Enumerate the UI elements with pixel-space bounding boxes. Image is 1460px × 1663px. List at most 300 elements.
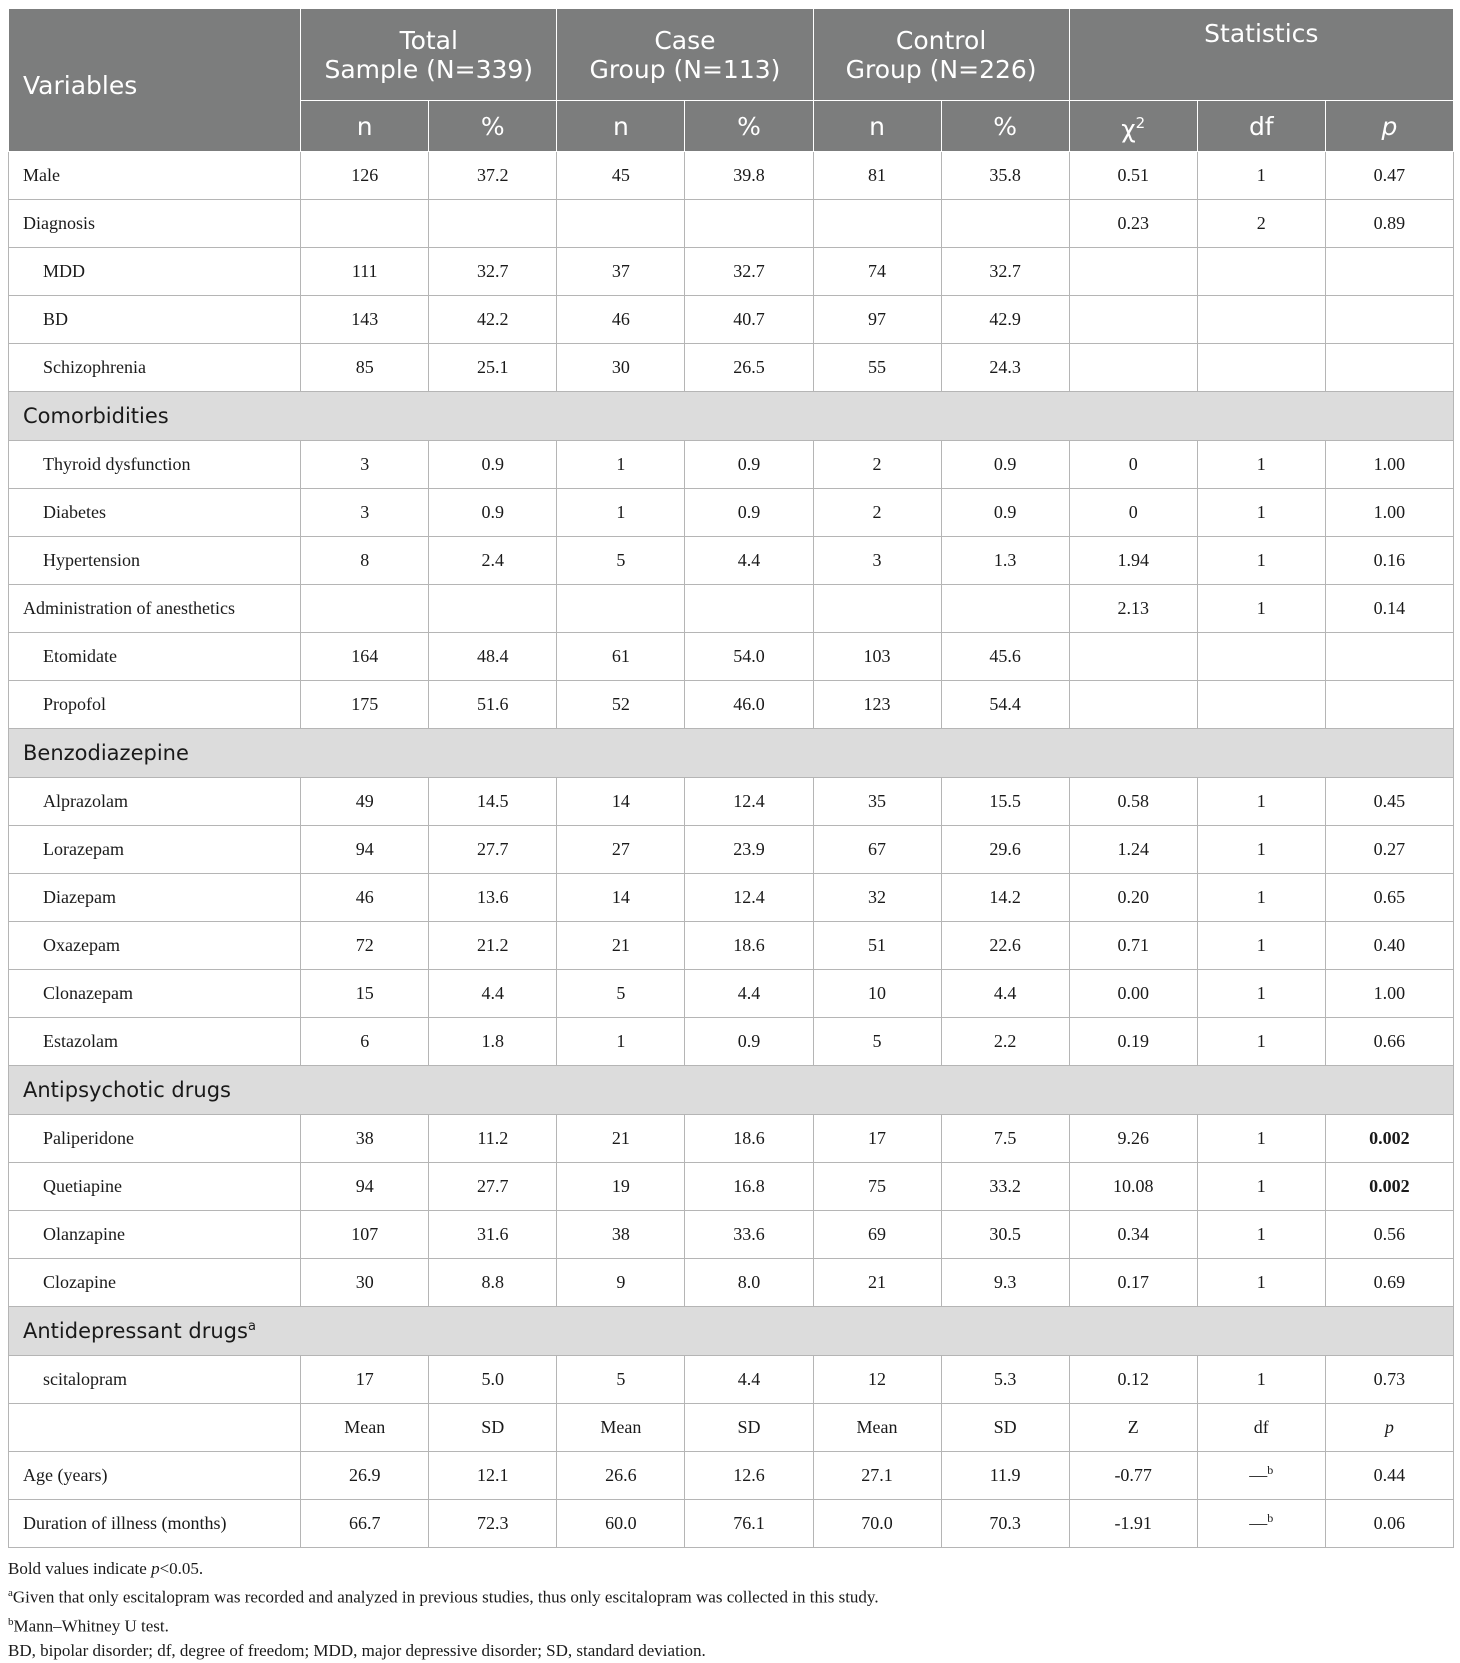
table-cell: 21 — [557, 922, 685, 970]
table-body — [9, 152, 1454, 1548]
table-cell: 69 — [813, 1211, 941, 1259]
table-cell: 51.6 — [429, 681, 557, 729]
table-cell: SD — [429, 1404, 557, 1452]
table-cell: 14.5 — [429, 778, 557, 826]
table-cell: 75 — [813, 1163, 941, 1211]
table-cell: 48.4 — [429, 633, 557, 681]
table-cell: 1 — [1197, 152, 1325, 200]
table-cell: 1 — [1197, 1356, 1325, 1404]
section-title: Comorbidities — [9, 392, 1454, 441]
table-cell: 0.9 — [685, 441, 813, 489]
table-cell: 2.13 — [1069, 585, 1197, 633]
table-cell: 4.4 — [685, 1356, 813, 1404]
table-cell: 2.2 — [941, 1018, 1069, 1066]
table-cell: 46.0 — [685, 681, 813, 729]
table-cell: 21 — [557, 1115, 685, 1163]
results-table — [8, 8, 1454, 1548]
table-cell: 1 — [1197, 1211, 1325, 1259]
row-label: BD — [9, 296, 301, 344]
table-cell: 32.7 — [685, 248, 813, 296]
table-cell: 37 — [557, 248, 685, 296]
footnote-a: $^a$Given that only escitalopram was recorded and analyzed in previous studies, thus only escitalopram was collected in this study. — [8, 1587, 879, 1607]
row-label: Etomidate — [9, 633, 301, 681]
row-label: Clonazepam — [9, 970, 301, 1018]
table-cell: 15.5 — [941, 778, 1069, 826]
table-cell: 26.6 — [557, 1452, 685, 1500]
table-cell — [941, 200, 1069, 248]
table-cell: 72.3 — [429, 1500, 557, 1548]
table-cell: 1 — [1197, 585, 1325, 633]
table-cell: 11.2 — [429, 1115, 557, 1163]
table-cell — [429, 585, 557, 633]
table-cell: Mean — [557, 1404, 685, 1452]
table-cell — [1197, 681, 1325, 729]
table-cell: 81 — [813, 152, 941, 200]
row-label: Alprazolam — [9, 778, 301, 826]
table-cell: 175 — [301, 681, 429, 729]
table-cell: 5 — [557, 970, 685, 1018]
subheader-cell: % — [429, 101, 557, 152]
row-label: Diagnosis — [9, 200, 301, 248]
table-cell: 42.9 — [941, 296, 1069, 344]
subheader-cell: % — [941, 101, 1069, 152]
table-cell: 0.9 — [429, 489, 557, 537]
table-cell: 35.8 — [941, 152, 1069, 200]
table-cell: 8 — [301, 537, 429, 585]
table-row — [9, 1018, 1454, 1066]
section-title: Antidepressant drugs$^a$ — [9, 1307, 1454, 1356]
table-cell: 0.002 — [1325, 1163, 1453, 1211]
table-cell: 66.7 — [301, 1500, 429, 1548]
table-cell: 2 — [813, 489, 941, 537]
table-cell: 1 — [557, 441, 685, 489]
table-cell: 12.6 — [685, 1452, 813, 1500]
row-label: Oxazepam — [9, 922, 301, 970]
table-cell: —$^b$ — [1197, 1452, 1325, 1500]
table-cell: SD — [685, 1404, 813, 1452]
table-header — [9, 9, 1454, 152]
table-cell: 1 — [1197, 874, 1325, 922]
table-cell: 1 — [1197, 970, 1325, 1018]
table-cell: 1 — [1197, 1259, 1325, 1307]
table-cell — [1069, 681, 1197, 729]
table-cell: 111 — [301, 248, 429, 296]
table-cell: -0.77 — [1069, 1452, 1197, 1500]
total-sample-header: Total Sample (N=339) — [301, 9, 557, 101]
table-cell: 76.1 — [685, 1500, 813, 1548]
table-cell: 23.9 — [685, 826, 813, 874]
table-row — [9, 1115, 1454, 1163]
table-cell: 0.9 — [685, 489, 813, 537]
table-cell: 14 — [557, 778, 685, 826]
table-cell — [813, 585, 941, 633]
table-row — [9, 633, 1454, 681]
table-cell — [1069, 296, 1197, 344]
row-label — [9, 1404, 301, 1452]
row-label: Duration of illness (months) — [9, 1500, 301, 1548]
table-cell — [301, 200, 429, 248]
row-label: Estazolam — [9, 1018, 301, 1066]
table-cell: 1 — [1197, 441, 1325, 489]
table-row — [9, 970, 1454, 1018]
table-row — [9, 1452, 1454, 1500]
table-cell: SD — [941, 1404, 1069, 1452]
table-cell — [557, 585, 685, 633]
table-row — [9, 874, 1454, 922]
row-label: Olanzapine — [9, 1211, 301, 1259]
table-cell: 5.0 — [429, 1356, 557, 1404]
table-cell: 38 — [557, 1211, 685, 1259]
table-cell: 94 — [301, 1163, 429, 1211]
table-cell: 33.6 — [685, 1211, 813, 1259]
table-cell: 1.00 — [1325, 489, 1453, 537]
table-cell: 0 — [1069, 489, 1197, 537]
table-cell: 0.40 — [1325, 922, 1453, 970]
table-cell: 54.4 — [941, 681, 1069, 729]
table-cell: 0.66 — [1325, 1018, 1453, 1066]
table-cell: 25.1 — [429, 344, 557, 392]
table-cell: 1 — [1197, 1163, 1325, 1211]
table-row — [9, 1163, 1454, 1211]
table-cell: 103 — [813, 633, 941, 681]
table-cell: 18.6 — [685, 922, 813, 970]
subheader-cell: n — [813, 101, 941, 152]
table-cell: 1 — [1197, 778, 1325, 826]
case-group-header: Case Group (N=113) — [557, 9, 813, 101]
table-cell: 0.06 — [1325, 1500, 1453, 1548]
subheader-cell: df — [1197, 101, 1325, 152]
table-cell — [1325, 681, 1453, 729]
table-cell: 0.89 — [1325, 200, 1453, 248]
table-cell: 0.9 — [429, 441, 557, 489]
table-cell: 17 — [301, 1356, 429, 1404]
table-cell — [685, 200, 813, 248]
table-cell: 1 — [1197, 1115, 1325, 1163]
table-cell: 49 — [301, 778, 429, 826]
table-cell: 0.9 — [941, 441, 1069, 489]
table-cell — [429, 200, 557, 248]
table-cell: 1.24 — [1069, 826, 1197, 874]
table-cell — [1069, 344, 1197, 392]
table-cell — [1069, 633, 1197, 681]
row-label: Propofol — [9, 681, 301, 729]
subheader-cell: $\chi^2$ — [1069, 101, 1197, 152]
subheader-cell: n — [557, 101, 685, 152]
table-cell: 10 — [813, 970, 941, 1018]
table-cell: 0.19 — [1069, 1018, 1197, 1066]
table-row — [9, 1211, 1454, 1259]
section-row — [9, 392, 1454, 441]
table-cell: 3 — [813, 537, 941, 585]
table-cell: 1.94 — [1069, 537, 1197, 585]
table-row — [9, 1404, 1454, 1452]
table-cell: 45 — [557, 152, 685, 200]
table-cell: 30.5 — [941, 1211, 1069, 1259]
table-cell — [685, 585, 813, 633]
table-cell: 0.65 — [1325, 874, 1453, 922]
variables-header: Variables — [9, 9, 301, 152]
table-cell: 3 — [301, 441, 429, 489]
table-cell: 0.9 — [685, 1018, 813, 1066]
table-row — [9, 1356, 1454, 1404]
row-label: Diazepam — [9, 874, 301, 922]
table-cell: 2 — [813, 441, 941, 489]
table-row — [9, 441, 1454, 489]
table-cell: 10.08 — [1069, 1163, 1197, 1211]
table-cell: 15 — [301, 970, 429, 1018]
table-cell: 0.73 — [1325, 1356, 1453, 1404]
table-cell: 21 — [813, 1259, 941, 1307]
table-cell: 26.5 — [685, 344, 813, 392]
table-cell: 17 — [813, 1115, 941, 1163]
row-label: Hypertension — [9, 537, 301, 585]
table-cell: 29.6 — [941, 826, 1069, 874]
table-cell: 1 — [1197, 1018, 1325, 1066]
table-cell: 27.7 — [429, 826, 557, 874]
table-row — [9, 537, 1454, 585]
table-cell — [1197, 344, 1325, 392]
table-cell: 19 — [557, 1163, 685, 1211]
row-label: scitalopram — [9, 1356, 301, 1404]
table-cell — [1197, 248, 1325, 296]
table-cell: 85 — [301, 344, 429, 392]
table-cell: 35 — [813, 778, 941, 826]
table-cell: 94 — [301, 826, 429, 874]
table-cell: 46 — [557, 296, 685, 344]
table-cell: 12.4 — [685, 778, 813, 826]
table-cell: 5 — [813, 1018, 941, 1066]
table-row — [9, 200, 1454, 248]
table-cell: 14.2 — [941, 874, 1069, 922]
table-cell: 54.0 — [685, 633, 813, 681]
table-cell: 60.0 — [557, 1500, 685, 1548]
table-cell: 9 — [557, 1259, 685, 1307]
table-cell: 0.45 — [1325, 778, 1453, 826]
table-cell: 12.4 — [685, 874, 813, 922]
table-cell: 5 — [557, 1356, 685, 1404]
table-row — [9, 489, 1454, 537]
footnote-b: $^b$Mann–Whitney U test. — [8, 1615, 169, 1636]
table-cell: 18.6 — [685, 1115, 813, 1163]
table-cell: 107 — [301, 1211, 429, 1259]
table-cell — [1069, 248, 1197, 296]
table-cell: 2.4 — [429, 537, 557, 585]
section-title: Antipsychotic drugs — [9, 1066, 1454, 1115]
row-label: Paliperidone — [9, 1115, 301, 1163]
table-cell: 126 — [301, 152, 429, 200]
table-cell: 38 — [301, 1115, 429, 1163]
table-cell — [1197, 296, 1325, 344]
table-cell: 70.3 — [941, 1500, 1069, 1548]
table-cell: 0.34 — [1069, 1211, 1197, 1259]
table-row — [9, 1259, 1454, 1307]
table-cell: 1.8 — [429, 1018, 557, 1066]
table-cell: 0.23 — [1069, 200, 1197, 248]
table-cell: 0.51 — [1069, 152, 1197, 200]
table-cell: 14 — [557, 874, 685, 922]
row-label: Male — [9, 152, 301, 200]
table-cell: 33.2 — [941, 1163, 1069, 1211]
table-row — [9, 152, 1454, 200]
table-row — [9, 296, 1454, 344]
row-label: Quetiapine — [9, 1163, 301, 1211]
table-cell: 0.17 — [1069, 1259, 1197, 1307]
statistics-header: Statistics — [1069, 9, 1453, 101]
table-cell: 4.4 — [941, 970, 1069, 1018]
table-cell: 4.4 — [685, 970, 813, 1018]
row-label: MDD — [9, 248, 301, 296]
subheader-cell: n — [301, 101, 429, 152]
row-label: Lorazepam — [9, 826, 301, 874]
table-cell: 1.00 — [1325, 441, 1453, 489]
table-cell: 13.6 — [429, 874, 557, 922]
table-cell: —$^b$ — [1197, 1500, 1325, 1548]
table-cell: 12 — [813, 1356, 941, 1404]
table-cell: Z — [1069, 1404, 1197, 1452]
table-cell: 0.002 — [1325, 1115, 1453, 1163]
table-cell: 9.26 — [1069, 1115, 1197, 1163]
table-cell: 1 — [557, 489, 685, 537]
table-cell: 0.27 — [1325, 826, 1453, 874]
footnote-abbreviations: BD, bipolar disorder; df, degree of freedom; MDD, major depressive disorder; SD, standard deviation. — [8, 1641, 706, 1661]
table-cell: 27 — [557, 826, 685, 874]
table-cell: 27.7 — [429, 1163, 557, 1211]
table-cell: 11.9 — [941, 1452, 1069, 1500]
section-row — [9, 729, 1454, 778]
table-cell: 37.2 — [429, 152, 557, 200]
table-footnotes — [8, 1556, 1454, 1663]
table-row — [9, 248, 1454, 296]
table-cell: 7.5 — [941, 1115, 1069, 1163]
table-cell: 30 — [557, 344, 685, 392]
control-group-header: Control Group (N=226) — [813, 9, 1069, 101]
table-cell: 16.8 — [685, 1163, 813, 1211]
row-label: Age (years) — [9, 1452, 301, 1500]
table-row — [9, 778, 1454, 826]
table-cell — [1325, 296, 1453, 344]
table-cell — [557, 200, 685, 248]
table-cell: 12.1 — [429, 1452, 557, 1500]
row-label: Administration of anesthetics — [9, 585, 301, 633]
table-cell — [1325, 248, 1453, 296]
subheader-cell: % — [685, 101, 813, 152]
table-cell: 5.3 — [941, 1356, 1069, 1404]
table-cell: 61 — [557, 633, 685, 681]
section-row — [9, 1066, 1454, 1115]
table-row — [9, 826, 1454, 874]
table-cell: 70.0 — [813, 1500, 941, 1548]
table-cell: 0.56 — [1325, 1211, 1453, 1259]
table-cell: 1.3 — [941, 537, 1069, 585]
table-cell: 24.3 — [941, 344, 1069, 392]
table-cell: 52 — [557, 681, 685, 729]
table-cell — [301, 585, 429, 633]
table-cell: 1 — [1197, 922, 1325, 970]
table-cell: df — [1197, 1404, 1325, 1452]
table-cell: 72 — [301, 922, 429, 970]
table-row — [9, 922, 1454, 970]
table-cell — [1197, 633, 1325, 681]
table-container — [8, 8, 1454, 1663]
table-cell: 1.00 — [1325, 970, 1453, 1018]
table-cell: Mean — [301, 1404, 429, 1452]
table-cell: 0.58 — [1069, 778, 1197, 826]
table-cell: 8.8 — [429, 1259, 557, 1307]
subheader-cell: p — [1325, 101, 1453, 152]
table-cell: 0.69 — [1325, 1259, 1453, 1307]
table-cell — [813, 200, 941, 248]
table-cell: 30 — [301, 1259, 429, 1307]
table-cell: 9.3 — [941, 1259, 1069, 1307]
table-cell: 143 — [301, 296, 429, 344]
table-cell: 0.71 — [1069, 922, 1197, 970]
table-cell: -1.91 — [1069, 1500, 1197, 1548]
table-cell: 27.1 — [813, 1452, 941, 1500]
table-cell: Mean — [813, 1404, 941, 1452]
row-label: Schizophrenia — [9, 344, 301, 392]
table-cell: 164 — [301, 633, 429, 681]
table-cell: 31.6 — [429, 1211, 557, 1259]
table-cell: p — [1325, 1404, 1453, 1452]
table-cell: 4.4 — [685, 537, 813, 585]
table-cell: 3 — [301, 489, 429, 537]
table-cell: 39.8 — [685, 152, 813, 200]
table-cell: 0.16 — [1325, 537, 1453, 585]
table-row — [9, 344, 1454, 392]
table-cell: 0.9 — [941, 489, 1069, 537]
table-row — [9, 585, 1454, 633]
section-row — [9, 1307, 1454, 1356]
table-cell: 22.6 — [941, 922, 1069, 970]
row-label: Thyroid dysfunction — [9, 441, 301, 489]
row-label: Clozapine — [9, 1259, 301, 1307]
table-cell: 1 — [1197, 489, 1325, 537]
table-cell: 21.2 — [429, 922, 557, 970]
table-cell: 0.20 — [1069, 874, 1197, 922]
table-cell — [941, 585, 1069, 633]
table-cell: 74 — [813, 248, 941, 296]
table-cell: 42.2 — [429, 296, 557, 344]
table-cell: 55 — [813, 344, 941, 392]
table-row — [9, 1500, 1454, 1548]
table-cell: 1 — [557, 1018, 685, 1066]
table-cell: 46 — [301, 874, 429, 922]
table-cell — [1325, 633, 1453, 681]
table-cell — [1325, 344, 1453, 392]
table-cell: 45.6 — [941, 633, 1069, 681]
section-title: Benzodiazepine — [9, 729, 1454, 778]
table-cell: 67 — [813, 826, 941, 874]
table-cell: 6 — [301, 1018, 429, 1066]
table-cell: 0.12 — [1069, 1356, 1197, 1404]
table-row — [9, 681, 1454, 729]
table-cell: 32 — [813, 874, 941, 922]
table-cell: 0.14 — [1325, 585, 1453, 633]
table-cell: 1 — [1197, 537, 1325, 585]
table-cell: 123 — [813, 681, 941, 729]
table-cell: 0.00 — [1069, 970, 1197, 1018]
table-cell: 1 — [1197, 826, 1325, 874]
table-cell: 5 — [557, 537, 685, 585]
row-label: Diabetes — [9, 489, 301, 537]
table-cell: 97 — [813, 296, 941, 344]
table-cell: 32.7 — [429, 248, 557, 296]
table-cell: 51 — [813, 922, 941, 970]
table-cell: 40.7 — [685, 296, 813, 344]
table-cell: 2 — [1197, 200, 1325, 248]
table-cell: 0.44 — [1325, 1452, 1453, 1500]
table-cell: 0 — [1069, 441, 1197, 489]
